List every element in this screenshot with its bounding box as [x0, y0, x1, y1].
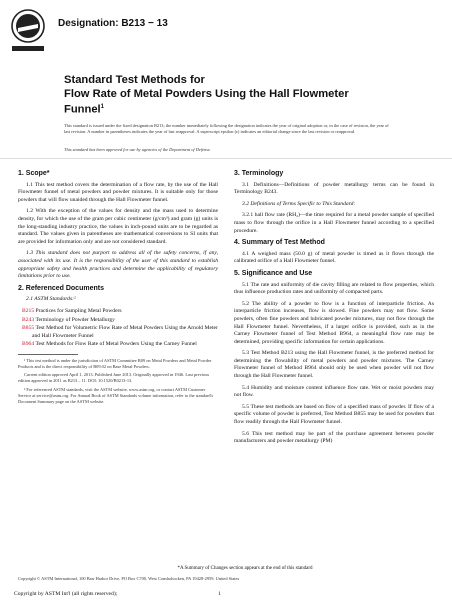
section-5-heading: 5. Significance and Use: [234, 269, 313, 277]
paragraph-5-4: 5.4 Humidity and moisture content influence flow rate. Wet or moist powders may not flow.: [234, 384, 434, 399]
section-1-heading: 1. Scope*: [18, 170, 50, 177]
copyright-notice: Copyright by ASTM Int'l (all rights reserved);: [14, 591, 118, 597]
paragraph-1-2: 1.2 With the exception of the values for density and the mass used to determine density, for which the use of the gram per cubic centimeter (g/cm³) and gram (g) units is the long-standing industry practice, the values in inch-pound units are to be regarded as standard. The values given in parentheses are mathematical conversions to SI units that are provided for information only and are not considered standard.: [18, 208, 218, 245]
reference-item[interactable]: B243 Terminology of Powder Metallurgy: [22, 316, 115, 323]
copyright-address: Copyright © ASTM International, 100 Barr Harbor Drive, PO Box C700, West Conshohocken, PA 19428-2959. United States: [18, 576, 240, 581]
header-divider: [0, 158, 452, 159]
page-number: 1: [218, 591, 221, 597]
paragraph-5-1: 5.1 The rate and uniformity of die cavity filling are related to flow properties, which thus influence production rates and uniformity of compacted parts.: [234, 281, 434, 296]
document-title: [64, 74, 404, 117]
paragraph-3-2-1: 3.2.1 hall flow rate (RH₂)—the time required for a metal powder sample of specified mass to flow through the orifice in a Hall Flowmeter funnel according to a specified procedure.: [234, 212, 434, 234]
paragraph-1-3: 1.3 This standard does not purport to address all of the safety concerns, if any, associated with its use. It is the responsibility of the user of this standard to establish appropriate safety and health practices and determine the applicability of regulatory limitations prior to use.: [18, 250, 218, 280]
section-4-heading: 4. Summary of Test Method: [234, 239, 325, 247]
reference-link[interactable]: B964: [22, 341, 35, 348]
reference-link[interactable]: B243: [22, 316, 35, 323]
reference-item[interactable]: B855 Test Method for Volumetric Flow Rate of Metal Powders Using the Arnold Meter and Hall Flowmeter Funnel: [22, 325, 218, 339]
left-column: [18, 170, 218, 407]
reference-link[interactable]: B855: [22, 325, 35, 332]
paragraph-5-5: 5.5 These test methods are based on flow of a specified mass of powder. If flow of a specific volume of powder is preferred, Test Method B855 may be used for powders that flow readily through the Hall Flowmeter funnel.: [234, 403, 434, 426]
reference-item[interactable]: B215 Practices for Sampling Metal Powders: [22, 307, 122, 314]
paragraph-5-2: 5.2 The ability of a powder to flow is a function of interparticle friction. As interparticle friction increases, flow is slowed. Fine powders may not flow. Some powders, often fine powders and lubricated powder mixtures, may not flow through the Hall Flowmeter funnel. Nevertheless, if a larger orifice is provided, such as in the Carney Flowmeter funnel of Test Method B964, a meaningful flow rate may be determined, providing specific information for certain applications.: [234, 300, 434, 345]
footnote-1-edition: Current edition approved April 1, 2013. Published June 2013. Originally approved in 1946. Last previous edition approved in 2011 as B213 – 11. DOI: 10.1520/B0213-13.: [18, 372, 210, 384]
paragraph-5-6: 5.6 This test method may be part of the purchase agreement between powder manufacturers and powder metallurgy (PM): [234, 430, 434, 445]
section-2-heading: 2. Referenced Documents: [18, 284, 104, 292]
paragraph-3-2: 3.2 Definitions of Terms Specific to This Standard:: [242, 200, 356, 207]
title-line-2: Flow Rate of Metal Powders Using the Hall Flowmeter: [64, 87, 349, 100]
paragraph-5-3: 5.3 Test Method B213 using the Hall Flowmeter funnel, is the preferred method for determining the flowability of metal powders and powder mixtures. The Carney Flowmeter funnel of Method B964 should only be used when powder will not flow through the Hall Flowmeter funnel.: [234, 350, 434, 380]
section-3-heading: 3. Terminology: [234, 170, 284, 177]
dod-approval-note: This standard has been approved for use by agencies of the Department of Defense.: [64, 147, 211, 152]
right-column: [234, 170, 434, 450]
reference-item[interactable]: B964 Test Methods for Flow Rate of Metal Powders Using the Carney Funnel: [22, 341, 197, 348]
designation: Designation: B213 − 13: [58, 18, 168, 29]
summary-of-changes-note: *A Summary of Changes section appears at the end of this standard: [177, 566, 313, 571]
paragraph-2-1: 2.1 ASTM Standards:²: [26, 296, 76, 303]
paragraph-3-1: 3.1 Definitions—Definitions of powder metallurgy terms can be found in Terminology B243.: [234, 181, 434, 196]
title-line-1: Standard Test Methods for: [64, 74, 205, 86]
title-line-3: Funnel$^1$: [64, 103, 105, 116]
astm-international-logo: [10, 8, 46, 54]
footnote-1: ¹ This test method is under the jurisdiction of ASTM Committee B09 on Metal Powders and Metal Powder Products and is the direct responsibility of B09.02 on Base Metal Powders.: [18, 357, 212, 369]
footnote-2: ² For referenced ASTM standards, visit the ASTM website, www.astm.org, or contact ASTM Customer Service at service@astm.org. For Annual Book of ASTM Standards volume information, refer to the standard's Document Summary page on the ASTM website.: [18, 387, 214, 404]
reference-link[interactable]: B215: [22, 307, 35, 314]
paragraph-1-1: 1.1 This test method covers the determination of a flow rate, by the use of the Hall Flowmeter funnel of metal powders and powder mixtures. It is suitable only for those powders that will flow unaided through the Hall Flowmeter funnel.: [18, 181, 218, 203]
title-footnote-ref: 1: [100, 104, 105, 110]
footnote-divider: [18, 354, 78, 355]
issuance-notice: This standard is issued under the fixed designation B213; the number immediately following the designation indicates the year of original adoption or, in the case of revision, the year of last revision. A number in parentheses indicates the year of last reapproval. A superscript epsilon (ε) indicates an editorial change since the last revision or reapproval.: [64, 123, 389, 134]
paragraph-4-1: 4.1 A weighed mass (50.0 g) of metal powder is timed as it flows through the calibrated orifice of a Hall Flowmeter funnel.: [234, 250, 434, 265]
